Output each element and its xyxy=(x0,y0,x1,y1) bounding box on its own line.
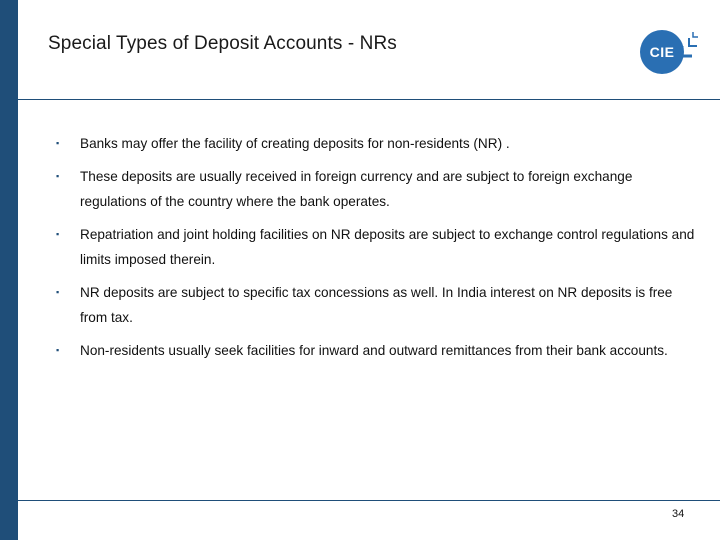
bullet-list xyxy=(55,131,695,371)
bullet-marker: ▪ xyxy=(56,229,60,239)
footer-divider xyxy=(18,500,720,501)
bullet-marker: ▪ xyxy=(56,287,60,297)
left-accent-bar xyxy=(0,0,18,540)
bullet-text: These deposits are usually received in foreign currency and are subject to foreign exchange regulations of the country where the bank operates. xyxy=(80,169,633,209)
bullet-text: Repatriation and joint holding facilities on NR deposits are subject to exchange control regulations and limits imposed therein. xyxy=(80,227,695,267)
list-item xyxy=(55,280,695,330)
bullet-text: Banks may offer the facility of creating deposits for non-residents (NR) . xyxy=(80,136,510,151)
bullet-marker: ▪ xyxy=(56,171,60,181)
bullet-text: NR deposits are subject to specific tax concessions as well. In India interest on NR deposits is free from tax. xyxy=(80,285,673,325)
header-divider xyxy=(18,99,720,100)
ciel-logo xyxy=(637,26,701,76)
page-number: 34 xyxy=(672,508,685,520)
list-item xyxy=(55,338,695,363)
list-item xyxy=(55,222,695,272)
bullet-marker: ▪ xyxy=(56,138,60,148)
list-item xyxy=(55,164,695,214)
svg-text:CIE: CIE xyxy=(649,44,675,60)
bullet-text: Non-residents usually seek facilities for inward and outward remittances from their bank accounts. xyxy=(80,343,668,358)
list-item xyxy=(55,131,695,156)
slide-title: Special Types of Deposit Accounts - NRs xyxy=(48,33,397,54)
bullet-marker: ▪ xyxy=(56,345,60,355)
